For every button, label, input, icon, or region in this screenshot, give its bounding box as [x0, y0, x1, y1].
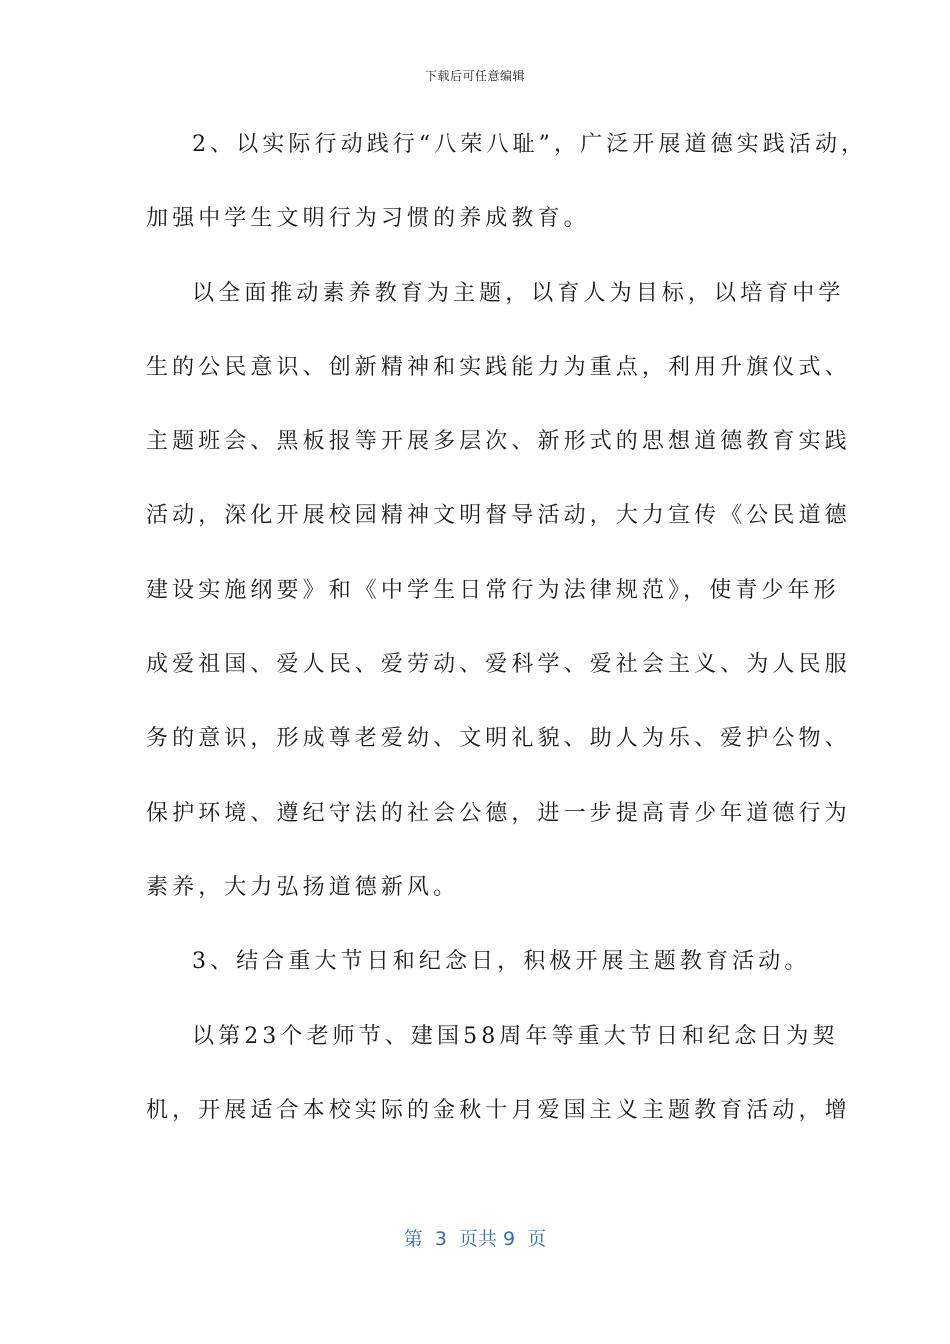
paragraph-line: 生的公民意识、创新精神和实践能力为重点，利用升旗仪式、: [146, 354, 851, 380]
paragraph-line: 以第23个老师节、建国58周年等重大节日和纪念日为契: [192, 1023, 839, 1049]
page-number-footer: 第 3 页共 9 页: [403, 1228, 547, 1250]
header-note: 下载后可任意编辑: [424, 69, 525, 83]
paragraph-line: 加强中学生文明行为习惯的养成教育。: [146, 206, 590, 232]
paragraph-line: 主题班会、黑板报等开展多层次、新形式的思想道德教育实践: [146, 429, 851, 455]
paragraph-line: 机，开展适合本校实际的金秋十月爱国主义主题教育活动，增: [146, 1097, 851, 1123]
paragraph-line: 2、以实际行动践行“八荣八耻”，广泛开展道德实践活动，: [192, 132, 868, 157]
paragraph-line: 保护环境、遵纪守法的社会公德，进一步提高青少年道德行为: [146, 800, 851, 826]
paragraph-line: 3、结合重大节日和纪念日，积极开展主题教育活动。: [192, 949, 811, 975]
paragraph-line: 素养，大力弘扬道德新风。: [146, 874, 460, 900]
paragraph-line: 务的意识，形成尊老爱幼、文明礼貌、助人为乐、爱护公物、: [146, 726, 851, 752]
paragraph-line: 建设实施纲要》和《中学生日常行为法律规范》，使青少年形: [146, 577, 840, 603]
document-body: [146, 120, 868, 1160]
paragraph-line: 以全面推动素养教育为主题，以育人为目标，以培育中学: [192, 280, 845, 306]
paragraph-line: 成爱祖国、爱人民、爱劳动、爱科学、爱社会主义、为人民服: [146, 652, 851, 678]
paragraph-line: 活动，深化开展校园精神文明督导活动，大力宣传《公民道德: [146, 503, 851, 529]
